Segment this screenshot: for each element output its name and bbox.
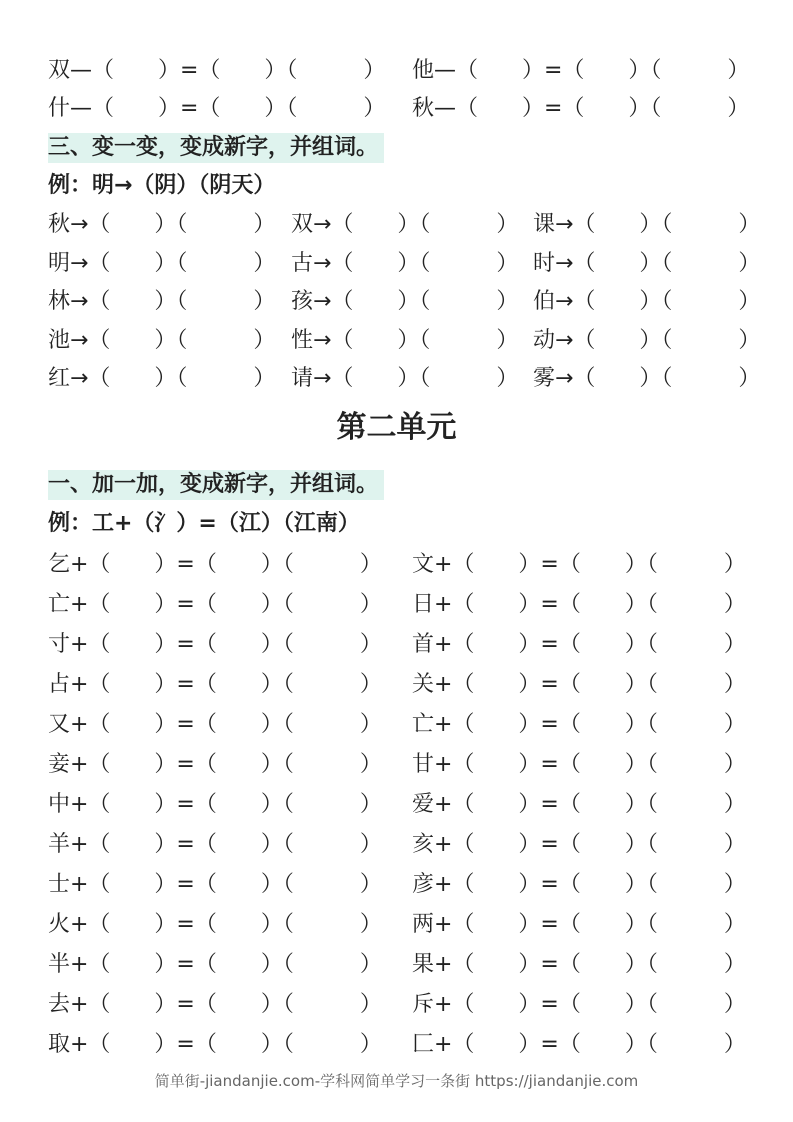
s1-item-11-2: 果+（ ）=（ ）（ ） [412, 952, 746, 977]
s1-item-10-1: 火+（ ）=（ ）（ ） [48, 912, 382, 937]
s3-item-2-3: 时→（ ）（ ） [533, 251, 761, 276]
s1-item-9-1: 士+（ ）=（ ）（ ） [48, 872, 382, 897]
s1-item-2-1: 亡+（ ）=（ ）（ ） [48, 592, 382, 617]
s3-item-3-1: 林→（ ）（ ） [48, 289, 276, 314]
s1-item-13-2: 匚+（ ）=（ ）（ ） [412, 1032, 746, 1057]
s3-item-2-2: 古→（ ）（ ） [291, 251, 519, 276]
s1-item-1-1: 乞+（ ）=（ ）（ ） [48, 552, 382, 577]
top-row-1-left: 双—（ ）=（ ）（ ） [48, 58, 386, 83]
s1-item-2-2: 日+（ ）=（ ）（ ） [412, 592, 746, 617]
s1-item-6-2: 甘+（ ）=（ ）（ ） [412, 752, 746, 777]
s1-item-5-2: 亡+（ ）=（ ）（ ） [412, 712, 746, 737]
s1-item-5-1: 又+（ ）=（ ）（ ） [48, 712, 382, 737]
s3-item-5-2: 请→（ ）（ ） [291, 366, 519, 391]
s1-item-3-2: 首+（ ）=（ ）（ ） [412, 632, 746, 657]
s3-item-4-2: 性→（ ）（ ） [291, 328, 519, 353]
top-row-1-right: 他—（ ）=（ ）（ ） [412, 58, 750, 83]
section3-example: 例：明→（阴）（阴天） [48, 173, 276, 198]
s1-item-6-1: 妾+（ ）=（ ）（ ） [48, 752, 382, 777]
s3-item-3-3: 伯→（ ）（ ） [533, 289, 761, 314]
s1-item-12-1: 去+（ ）=（ ）（ ） [48, 992, 382, 1017]
s3-item-4-1: 池→（ ）（ ） [48, 328, 276, 353]
top-row-2-right: 秋—（ ）=（ ）（ ） [412, 96, 750, 121]
s1-item-10-2: 两+（ ）=（ ）（ ） [412, 912, 746, 937]
section1-example: 例：工+（氵）=（江）（江南） [48, 511, 360, 536]
s1-item-8-1: 羊+（ ）=（ ）（ ） [48, 832, 382, 857]
top-row-2-left: 什—（ ）=（ ）（ ） [48, 96, 386, 121]
s1-item-13-1: 取+（ ）=（ ）（ ） [48, 1032, 382, 1057]
footer: 简单街-jiandanjie.com-学科网简单学习一条街 https://jiandanjie.com [154, 1072, 639, 1090]
s3-item-1-2: 双→（ ）（ ） [291, 212, 519, 237]
s3-item-2-1: 明→（ ）（ ） [48, 251, 276, 276]
s3-item-5-1: 红→（ ）（ ） [48, 366, 276, 391]
unit-title: 第二单元 [336, 410, 457, 445]
s1-item-11-1: 半+（ ）=（ ）（ ） [48, 952, 382, 977]
s1-item-3-1: 寸+（ ）=（ ）（ ） [48, 632, 382, 657]
s3-item-1-3: 课→（ ）（ ） [533, 212, 761, 237]
s1-item-7-1: 中+（ ）=（ ）（ ） [48, 792, 382, 817]
s3-item-4-3: 动→（ ）（ ） [533, 328, 761, 353]
s1-item-1-2: 文+（ ）=（ ）（ ） [412, 552, 746, 577]
s3-item-3-2: 孩→（ ）（ ） [291, 289, 519, 314]
s1-item-9-2: 彦+（ ）=（ ）（ ） [412, 872, 746, 897]
section3-heading: 三、变一变，变成新字，并组词。 [48, 133, 384, 163]
s1-item-8-2: 亥+（ ）=（ ）（ ） [412, 832, 746, 857]
s1-item-4-1: 占+（ ）=（ ）（ ） [48, 672, 382, 697]
s1-item-12-2: 斥+（ ）=（ ）（ ） [412, 992, 746, 1017]
s3-item-5-3: 雾→（ ）（ ） [533, 366, 761, 391]
s1-item-7-2: 爱+（ ）=（ ）（ ） [412, 792, 746, 817]
s3-item-1-1: 秋→（ ）（ ） [48, 212, 276, 237]
s1-item-4-2: 关+（ ）=（ ）（ ） [412, 672, 746, 697]
section1-heading: 一、加一加，变成新字，并组词。 [48, 470, 384, 500]
